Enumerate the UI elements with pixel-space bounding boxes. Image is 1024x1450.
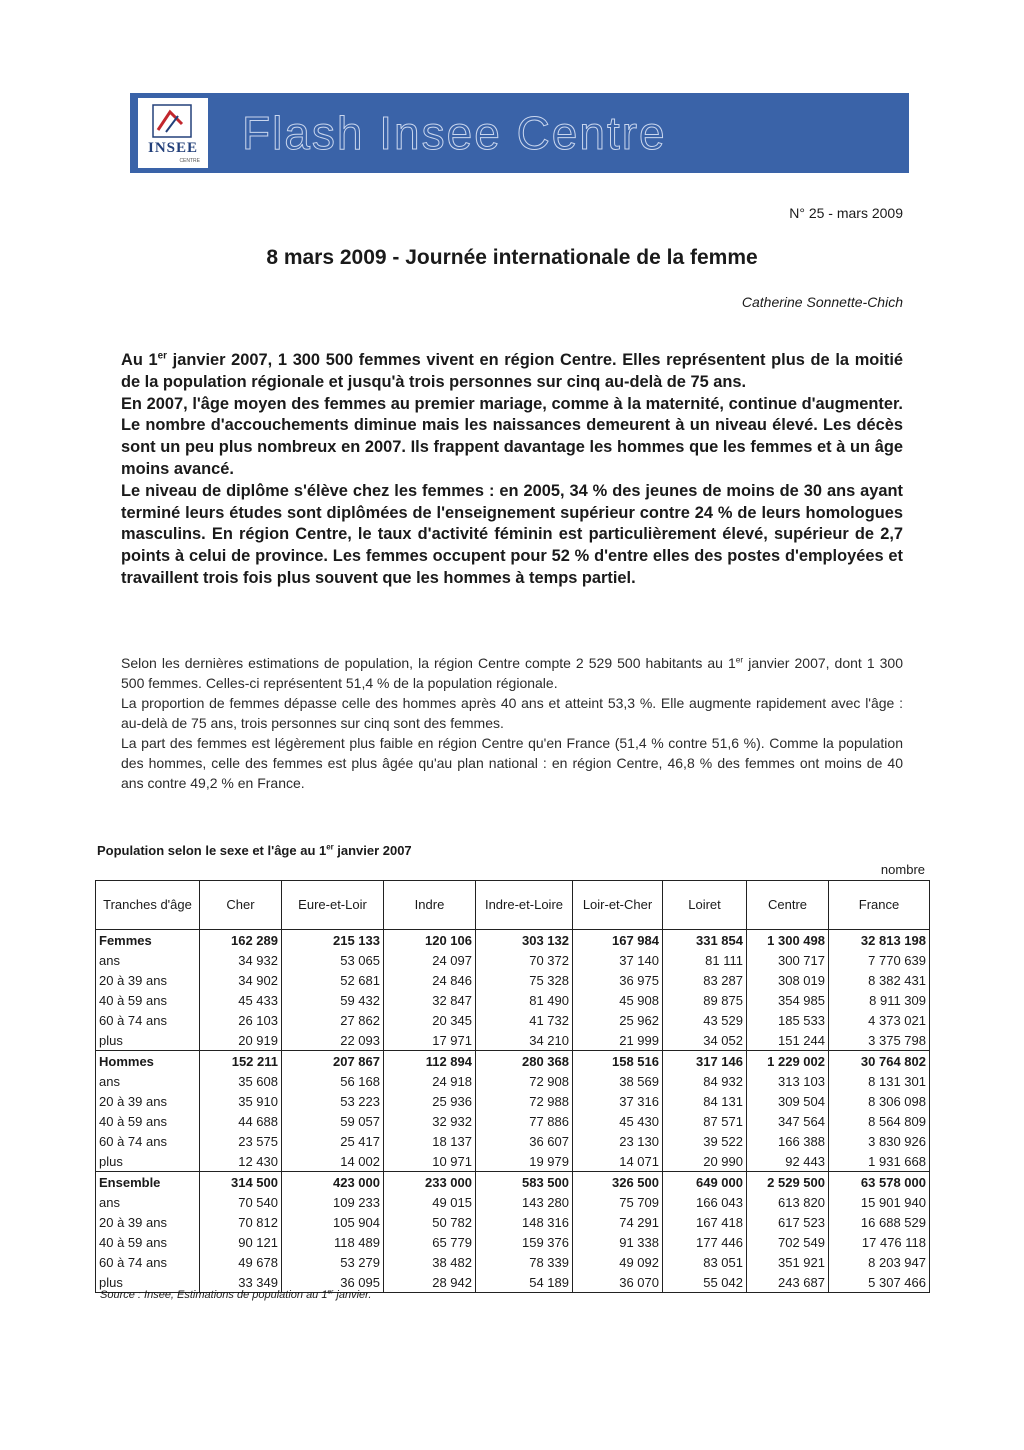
table-cell: 41 732 bbox=[476, 1010, 573, 1030]
table-cell: 25 936 bbox=[384, 1091, 476, 1111]
table-cell: 17 476 118 bbox=[829, 1232, 930, 1252]
table-cell: 83 051 bbox=[663, 1252, 747, 1272]
lead-paragraph-1: Au 1er janvier 2007, 1 300 500 femmes vivent en région Centre. Elles représentent plus de la moitié de la population régionale et jusqu'à trois personnes sur cinq au-delà de 75 ans. bbox=[121, 350, 903, 391]
body-paragraph-1: Selon les dernières estimations de population, la région Centre compte 2 529 500 habitants au 1er janvier 2007, dont 1 300 500 femmes. Celles-ci représentent 51,4 % de la population régionale. bbox=[121, 654, 903, 691]
insee-logo bbox=[138, 98, 208, 168]
table-cell: 30 764 802 bbox=[829, 1051, 930, 1072]
table-cell: 74 291 bbox=[573, 1212, 663, 1232]
table-cell: 43 529 bbox=[663, 1010, 747, 1030]
table-cell: 617 523 bbox=[747, 1212, 829, 1232]
table-cell: 72 908 bbox=[476, 1071, 573, 1091]
table-cell: 5 307 466 bbox=[829, 1272, 930, 1293]
table-cell: 14 002 bbox=[282, 1151, 384, 1172]
row-label: 40 à 59 ans bbox=[96, 1111, 200, 1131]
table-cell: 118 489 bbox=[282, 1232, 384, 1252]
table-cell: 300 717 bbox=[747, 950, 829, 970]
table-cell: 38 482 bbox=[384, 1252, 476, 1272]
table-cell: 52 681 bbox=[282, 970, 384, 990]
lead-summary bbox=[121, 350, 903, 590]
column-header: Loir-et-Cher bbox=[573, 881, 663, 930]
row-label: ans bbox=[96, 1192, 200, 1212]
table-cell: 28 942 bbox=[384, 1272, 476, 1293]
table-cell: 91 338 bbox=[573, 1232, 663, 1252]
table-cell: 166 388 bbox=[747, 1131, 829, 1151]
table-cell: 26 103 bbox=[200, 1010, 282, 1030]
table-cell: 317 146 bbox=[663, 1051, 747, 1072]
column-header: France bbox=[829, 881, 930, 930]
table-cell: 8 306 098 bbox=[829, 1091, 930, 1111]
table-cell: 37 140 bbox=[573, 950, 663, 970]
column-header: Indre-et-Loire bbox=[476, 881, 573, 930]
table-cell: 70 372 bbox=[476, 950, 573, 970]
table-cell: 8 131 301 bbox=[829, 1071, 930, 1091]
table-cell: 63 578 000 bbox=[829, 1172, 930, 1193]
column-header: Centre bbox=[747, 881, 829, 930]
table-cell: 148 316 bbox=[476, 1212, 573, 1232]
table-cell: 56 168 bbox=[282, 1071, 384, 1091]
table-cell: 37 316 bbox=[573, 1091, 663, 1111]
table-row bbox=[96, 1111, 930, 1131]
table-cell: 59 057 bbox=[282, 1111, 384, 1131]
table-cell: 50 782 bbox=[384, 1212, 476, 1232]
table-cell: 83 287 bbox=[663, 970, 747, 990]
row-label: 60 à 74 ans bbox=[96, 1131, 200, 1151]
row-label: 20 à 39 ans bbox=[96, 1212, 200, 1232]
lead-paragraph-3: Le niveau de diplôme s'élève chez les femmes : en 2005, 34 % des jeunes de moins de 30 ans ayant terminé leurs études sont diplômées de l'enseignement supérieur contre 24 % de leurs homologues masculins. En région Centre, le taux d'activité féminin est particulièrement élevé, supérieur de 2,7 points à celui de province. Les femmes occupent pour 52 % d'entre elles des postes d'employées et travaillent trois fois plus souvent que les hommes à temps partiel. bbox=[121, 481, 903, 587]
table-cell: 17 971 bbox=[384, 1030, 476, 1051]
table-title: Population selon le sexe et l'âge au 1er janvier 2007 bbox=[97, 842, 412, 858]
table-cell: 84 932 bbox=[663, 1071, 747, 1091]
row-label: 40 à 59 ans bbox=[96, 1232, 200, 1252]
table-cell: 78 339 bbox=[476, 1252, 573, 1272]
table-group-row bbox=[96, 1172, 930, 1193]
table-cell: 423 000 bbox=[282, 1172, 384, 1193]
table-cell: 24 918 bbox=[384, 1071, 476, 1091]
table-cell: 8 564 809 bbox=[829, 1111, 930, 1131]
table-cell: 20 990 bbox=[663, 1151, 747, 1172]
table-cell: 38 569 bbox=[573, 1071, 663, 1091]
row-label: 20 à 39 ans bbox=[96, 1091, 200, 1111]
table-cell: 27 862 bbox=[282, 1010, 384, 1030]
table-row bbox=[96, 1091, 930, 1111]
table-cell: 10 971 bbox=[384, 1151, 476, 1172]
table-unit: nombre bbox=[880, 862, 925, 877]
table-source: Source : Insee, Estimations de population au 1er janvier. bbox=[100, 1288, 372, 1301]
table-cell: 90 121 bbox=[200, 1232, 282, 1252]
row-label: ans bbox=[96, 1071, 200, 1091]
table-cell: 3 830 926 bbox=[829, 1131, 930, 1151]
table-cell: 39 522 bbox=[663, 1131, 747, 1151]
table-cell: 215 133 bbox=[282, 930, 384, 951]
row-label: plus bbox=[96, 1030, 200, 1051]
table-cell: 1 931 668 bbox=[829, 1151, 930, 1172]
table-cell: 105 904 bbox=[282, 1212, 384, 1232]
table-row bbox=[96, 1252, 930, 1272]
table-cell: 33 349 bbox=[200, 1272, 282, 1293]
table-cell: 87 571 bbox=[663, 1111, 747, 1131]
table-cell: 308 019 bbox=[747, 970, 829, 990]
table-cell: 8 203 947 bbox=[829, 1252, 930, 1272]
table-cell: 49 678 bbox=[200, 1252, 282, 1272]
table-body bbox=[96, 930, 930, 1293]
table-cell: 583 500 bbox=[476, 1172, 573, 1193]
column-header: Loiret bbox=[663, 881, 747, 930]
table-cell: 45 430 bbox=[573, 1111, 663, 1131]
table-cell: 151 244 bbox=[747, 1030, 829, 1051]
table-cell: 1 229 002 bbox=[747, 1051, 829, 1072]
table-cell: 20 919 bbox=[200, 1030, 282, 1051]
table-cell: 55 042 bbox=[663, 1272, 747, 1293]
table-cell: 15 901 940 bbox=[829, 1192, 930, 1212]
table-cell: 53 279 bbox=[282, 1252, 384, 1272]
table-cell: 20 345 bbox=[384, 1010, 476, 1030]
population-table bbox=[95, 880, 930, 1293]
table-row bbox=[96, 950, 930, 970]
row-label: 20 à 39 ans bbox=[96, 970, 200, 990]
table-cell: 75 709 bbox=[573, 1192, 663, 1212]
table-cell: 309 504 bbox=[747, 1091, 829, 1111]
group-label: Femmes bbox=[96, 930, 200, 951]
table-cell: 314 500 bbox=[200, 1172, 282, 1193]
insee-logo-icon bbox=[152, 104, 192, 138]
row-label: 60 à 74 ans bbox=[96, 1010, 200, 1030]
table-cell: 84 131 bbox=[663, 1091, 747, 1111]
row-label: plus bbox=[96, 1272, 200, 1293]
table-cell: 25 962 bbox=[573, 1010, 663, 1030]
table-cell: 81 111 bbox=[663, 950, 747, 970]
table-cell: 158 516 bbox=[573, 1051, 663, 1072]
table-cell: 35 910 bbox=[200, 1091, 282, 1111]
table-cell: 49 015 bbox=[384, 1192, 476, 1212]
table-cell: 89 875 bbox=[663, 990, 747, 1010]
table-cell: 36 975 bbox=[573, 970, 663, 990]
header-banner bbox=[130, 93, 909, 173]
table-cell: 34 932 bbox=[200, 950, 282, 970]
table-cell: 326 500 bbox=[573, 1172, 663, 1193]
author: Catherine Sonnette-Chich bbox=[741, 294, 903, 310]
banner-title: Flash Insee Centre bbox=[242, 107, 667, 159]
table-cell: 19 979 bbox=[476, 1151, 573, 1172]
table-cell: 22 093 bbox=[282, 1030, 384, 1051]
table-cell: 2 529 500 bbox=[747, 1172, 829, 1193]
table-cell: 32 932 bbox=[384, 1111, 476, 1131]
table-row bbox=[96, 1151, 930, 1172]
column-header: Eure-et-Loir bbox=[282, 881, 384, 930]
table-cell: 24 097 bbox=[384, 950, 476, 970]
table-row bbox=[96, 1010, 930, 1030]
table-cell: 77 886 bbox=[476, 1111, 573, 1131]
table-cell: 72 988 bbox=[476, 1091, 573, 1111]
table-row bbox=[96, 1232, 930, 1252]
table-cell: 233 000 bbox=[384, 1172, 476, 1193]
table-row bbox=[96, 970, 930, 990]
table-cell: 25 417 bbox=[282, 1131, 384, 1151]
table-cell: 4 373 021 bbox=[829, 1010, 930, 1030]
table-cell: 34 052 bbox=[663, 1030, 747, 1051]
table-cell: 351 921 bbox=[747, 1252, 829, 1272]
table-cell: 24 846 bbox=[384, 970, 476, 990]
table-cell: 207 867 bbox=[282, 1051, 384, 1072]
table-cell: 34 902 bbox=[200, 970, 282, 990]
table-cell: 81 490 bbox=[476, 990, 573, 1010]
table-cell: 7 770 639 bbox=[829, 950, 930, 970]
row-label: 40 à 59 ans bbox=[96, 990, 200, 1010]
table-cell: 21 999 bbox=[573, 1030, 663, 1051]
row-label: ans bbox=[96, 950, 200, 970]
table-cell: 143 280 bbox=[476, 1192, 573, 1212]
table-cell: 44 688 bbox=[200, 1111, 282, 1131]
table-cell: 70 540 bbox=[200, 1192, 282, 1212]
issue-number: N° 25 - mars 2009 bbox=[789, 205, 903, 221]
table-cell: 49 092 bbox=[573, 1252, 663, 1272]
table-row bbox=[96, 990, 930, 1010]
table-cell: 8 911 309 bbox=[829, 990, 930, 1010]
table-cell: 280 368 bbox=[476, 1051, 573, 1072]
table-row bbox=[96, 1192, 930, 1212]
column-header: Cher bbox=[200, 881, 282, 930]
group-label: Ensemble bbox=[96, 1172, 200, 1193]
table-cell: 167 418 bbox=[663, 1212, 747, 1232]
table-row bbox=[96, 1071, 930, 1091]
body-text bbox=[121, 653, 903, 793]
table-cell: 36 070 bbox=[573, 1272, 663, 1293]
row-label: 60 à 74 ans bbox=[96, 1252, 200, 1272]
table-row bbox=[96, 1131, 930, 1151]
table-header-row bbox=[96, 881, 930, 930]
body-paragraph-2: La proportion de femmes dépasse celle des hommes après 40 ans et atteint 53,3 %. Elle augmente rapidement avec l'âge : au-delà de 75 ans, trois personnes sur cinq sont des femmes. bbox=[121, 695, 903, 731]
table-cell: 167 984 bbox=[573, 930, 663, 951]
table-cell: 75 328 bbox=[476, 970, 573, 990]
column-header-age: Tranches d'âge bbox=[96, 881, 200, 930]
table-cell: 347 564 bbox=[747, 1111, 829, 1131]
table-cell: 152 211 bbox=[200, 1051, 282, 1072]
table-cell: 23 130 bbox=[573, 1131, 663, 1151]
table-cell: 36 095 bbox=[282, 1272, 384, 1293]
lead-paragraph-2: En 2007, l'âge moyen des femmes au premier mariage, comme à la maternité, continue d'augmenter. Le nombre d'accouchements diminue mais les naissances demeurent à un niveau élevé. Les décès sont un peu plus nombreux en 2007. Ils frappent davantage les hommes que les femmes et à un âge moins avancé. bbox=[121, 394, 903, 478]
headline: 8 mars 2009 - Journée internationale de la femme bbox=[266, 246, 758, 269]
table-cell: 3 375 798 bbox=[829, 1030, 930, 1051]
table-group-row bbox=[96, 930, 930, 951]
table-cell: 120 106 bbox=[384, 930, 476, 951]
table-cell: 243 687 bbox=[747, 1272, 829, 1293]
table-cell: 613 820 bbox=[747, 1192, 829, 1212]
body-paragraph-3: La part des femmes est légèrement plus faible en région Centre qu'en France (51,4 % contre 51,6 %). Comme la population des hommes, celle des femmes est plus âgée qu'au plan national : en région Centre, 46,8 % des femmes ont moins de 40 ans contre 49,2 % en France. bbox=[121, 735, 903, 791]
table-cell: 92 443 bbox=[747, 1151, 829, 1172]
logo-subtext: CENTRE bbox=[179, 158, 200, 164]
table-cell: 35 608 bbox=[200, 1071, 282, 1091]
table-cell: 53 065 bbox=[282, 950, 384, 970]
table-cell: 177 446 bbox=[663, 1232, 747, 1252]
table-cell: 1 300 498 bbox=[747, 930, 829, 951]
table-row bbox=[96, 1212, 930, 1232]
table-cell: 331 854 bbox=[663, 930, 747, 951]
table-row bbox=[96, 1030, 930, 1051]
table-cell: 185 533 bbox=[747, 1010, 829, 1030]
table-cell: 54 189 bbox=[476, 1272, 573, 1293]
table-cell: 70 812 bbox=[200, 1212, 282, 1232]
table-cell: 36 607 bbox=[476, 1131, 573, 1151]
table-cell: 8 382 431 bbox=[829, 970, 930, 990]
table-cell: 354 985 bbox=[747, 990, 829, 1010]
table-cell: 166 043 bbox=[663, 1192, 747, 1212]
table-cell: 45 433 bbox=[200, 990, 282, 1010]
table-cell: 303 132 bbox=[476, 930, 573, 951]
table-cell: 14 071 bbox=[573, 1151, 663, 1172]
table-cell: 109 233 bbox=[282, 1192, 384, 1212]
table-cell: 12 430 bbox=[200, 1151, 282, 1172]
column-header: Indre bbox=[384, 881, 476, 930]
table-cell: 313 103 bbox=[747, 1071, 829, 1091]
logo-text: INSEE bbox=[147, 140, 199, 156]
table-cell: 59 432 bbox=[282, 990, 384, 1010]
table-cell: 32 847 bbox=[384, 990, 476, 1010]
table-cell: 112 894 bbox=[384, 1051, 476, 1072]
table-cell: 649 000 bbox=[663, 1172, 747, 1193]
table-cell: 65 779 bbox=[384, 1232, 476, 1252]
table-cell: 159 376 bbox=[476, 1232, 573, 1252]
table-cell: 23 575 bbox=[200, 1131, 282, 1151]
table-cell: 34 210 bbox=[476, 1030, 573, 1051]
table-cell: 162 289 bbox=[200, 930, 282, 951]
group-label: Hommes bbox=[96, 1051, 200, 1072]
table-cell: 18 137 bbox=[384, 1131, 476, 1151]
row-label: plus bbox=[96, 1151, 200, 1172]
table-cell: 32 813 198 bbox=[829, 930, 930, 951]
table-group-row bbox=[96, 1051, 930, 1072]
table-cell: 702 549 bbox=[747, 1232, 829, 1252]
table-cell: 16 688 529 bbox=[829, 1212, 930, 1232]
table-cell: 53 223 bbox=[282, 1091, 384, 1111]
table-cell: 45 908 bbox=[573, 990, 663, 1010]
